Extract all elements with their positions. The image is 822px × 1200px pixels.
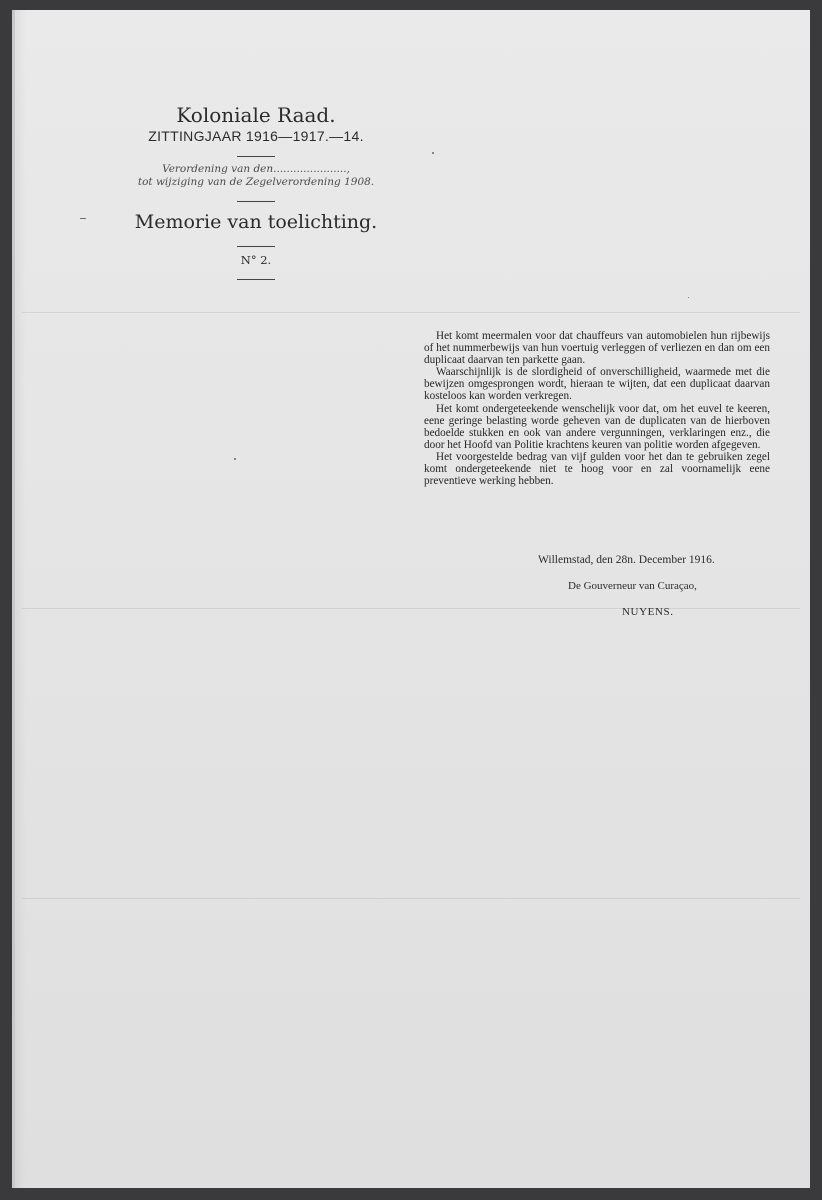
ordinance-line-2: tot wijziging van de Zegelverordening 1908. [137,176,375,188]
memorandum-body [424,330,770,487]
divider [237,246,275,247]
body-paragraph: Het voorgestelde bedrag van vijf gulden voor het dan te gebruiken zegel komt ondergeteekende niet te hoog voor en zal voornamelijk eene preventieve werking hebben. [424,450,770,488]
body-paragraph: Waarschijnlijk is de slordigheid of onverschilligheid, waarmede met die bewijzen omgesprongen wordt, hieraan te wijten, dat een duplicaat daarvan kosteloos kan worden verkregen. [424,366,770,403]
paper-speck [234,458,236,460]
divider [237,279,275,280]
paper-speck [80,218,86,219]
paper-speck [432,152,434,154]
divider [237,201,275,202]
divider [237,156,275,157]
document-type-title: Memorie van toelichting. [134,211,378,233]
body-paragraph: Het komt meermalen voor dat chauffeurs van automobielen hun rijbewijs of het nummerbewijs van hun voertuig verleggen of verliezen en dan om een duplicaat daarvan ten parkette gaan. [424,330,770,367]
page-edge [12,10,15,1188]
document-page [12,10,810,1188]
council-title: Koloniale Raad. [176,103,336,127]
document-number: N° 2. [240,253,272,267]
governor-title: De Gouverneur van Curaçao, [568,580,697,592]
place-date: Willemstad, den 28n. December 1916. [538,554,715,566]
fold-line [22,608,800,609]
document-header [116,102,396,286]
fold-line [22,898,800,899]
fold-line [22,312,800,313]
signatory-name: NUYENS. [622,606,674,618]
session-year: ZITTINGJAAR 1916—1917.—14. [148,128,364,144]
ordinance-line-1: Verordening van den......................, [162,163,350,175]
paper-speck [688,297,689,298]
body-paragraph: Het komt ondergeteekende wenschelijk voor dat, om het euvel te keeren, eene geringe belasting worde geheven van de duplicaten van de hierboven bedoelde stukken en ook van andere vergunningen, verklaringen enz., die door het Hoofd van Politie krachtens keuren van politie worden afgegeven. [424,402,770,451]
